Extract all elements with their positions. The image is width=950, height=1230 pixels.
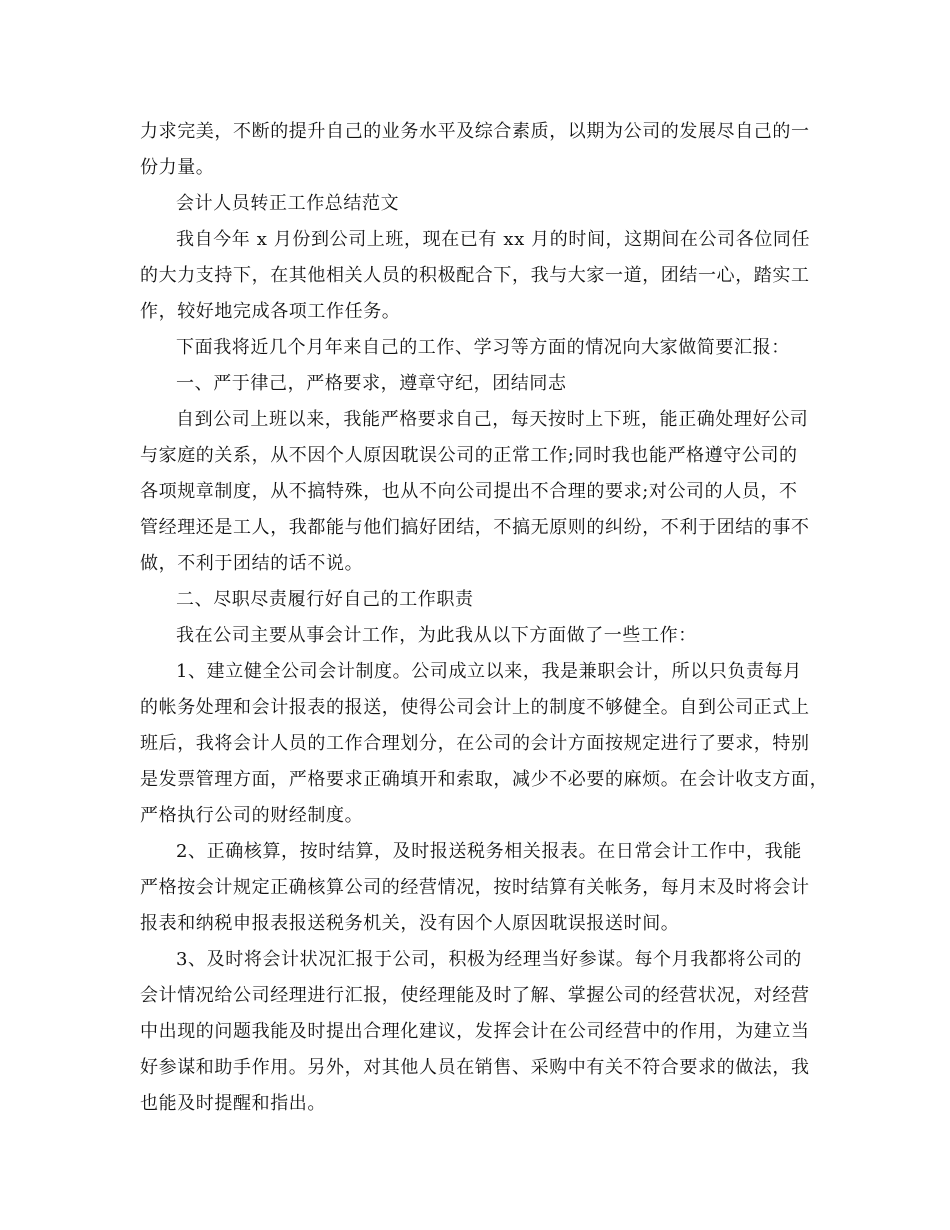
text-line: 是发票管理方面，严格要求正确填开和索取，减少不必要的麻烦。在会计收支方面， xyxy=(140,769,829,790)
text-line: 各项规章制度，从不搞特殊，也从不向公司提出不合理的要求;对公司的人员，不 xyxy=(140,481,798,502)
text-line: 1、建立健全公司会计制度。公司成立以来，我是兼职会计，所以只负责每月 xyxy=(176,661,802,682)
section-heading: 二、尽职尽责履行好自己的工作职责 xyxy=(176,589,474,610)
text-line: 中出现的问题我能及时提出合理化建议，发挥会计在公司经营中的作用，为建立当 xyxy=(140,1021,810,1042)
text-line: 的帐务处理和会计报表的报送，使得公司会计上的制度不够健全。自到公司正式上 xyxy=(140,697,810,718)
text-line: 也能及时提醒和指出。 xyxy=(140,1093,326,1114)
text-line: 我在公司主要从事会计工作，为此我从以下方面做了一些工作： xyxy=(176,625,697,646)
text-line: 与家庭的关系，从不因个人原因耽误公司的正常工作;同时我也能严格遵守公司的 xyxy=(140,445,798,466)
text-line: 班后，我将会计人员的工作合理划分，在公司的会计方面按规定进行了要求，特别 xyxy=(140,733,810,754)
text-line: 份力量。 xyxy=(140,157,215,178)
section-heading: 一、严于律己，严格要求，遵章守纪，团结同志 xyxy=(176,373,567,394)
text-line: 3、及时将会计状况汇报于公司，积极为经理当好参谋。每个月我都将公司的 xyxy=(176,949,802,970)
text-line: 报表和纳税申报表报送税务机关，没有因个人原因耽误报送时间。 xyxy=(140,913,680,934)
section-title: 会计人员转正工作总结范文 xyxy=(176,193,400,214)
text-line: 严格按会计规定正确核算公司的经营情况，按时结算有关帐务，每月末及时将会计 xyxy=(140,877,810,898)
text-line: 管经理还是工人，我都能与他们搞好团结，不搞无原则的纠纷，不利于团结的事不 xyxy=(140,517,810,538)
text-line: 作，较好地完成各项工作任务。 xyxy=(140,301,401,322)
text-line: 好参谋和助手作用。另外，对其他人员在销售、采购中有关不符合要求的做法，我 xyxy=(140,1057,810,1078)
text-line: 严格执行公司的财经制度。 xyxy=(140,805,364,826)
text-line: 力求完美，不断的提升自己的业务水平及综合素质，以期为公司的发展尽自己的一 xyxy=(140,121,810,142)
text-line: 会计情况给公司经理进行汇报，使经理能及时了解、掌握公司的经营状况，对经营 xyxy=(140,985,810,1006)
text-line: 做，不利于团结的话不说。 xyxy=(140,553,364,574)
text-line: 下面我将近几个月年来自己的工作、学习等方面的情况向大家做简要汇报： xyxy=(176,337,790,358)
text-line: 的大力支持下，在其他相关人员的积极配合下，我与大家一道，团结一心，踏实工 xyxy=(140,265,810,286)
text-line: 2、正确核算，按时结算，及时报送税务相关报表。在日常会计工作中，我能 xyxy=(176,841,802,862)
text-line: 自到公司上班以来，我能严格要求自己，每天按时上下班，能正确处理好公司 xyxy=(176,409,809,430)
text-line: 我自今年 x 月份到公司上班，现在已有 xx 月的时间，这期间在公司各位同任 xyxy=(176,229,811,250)
